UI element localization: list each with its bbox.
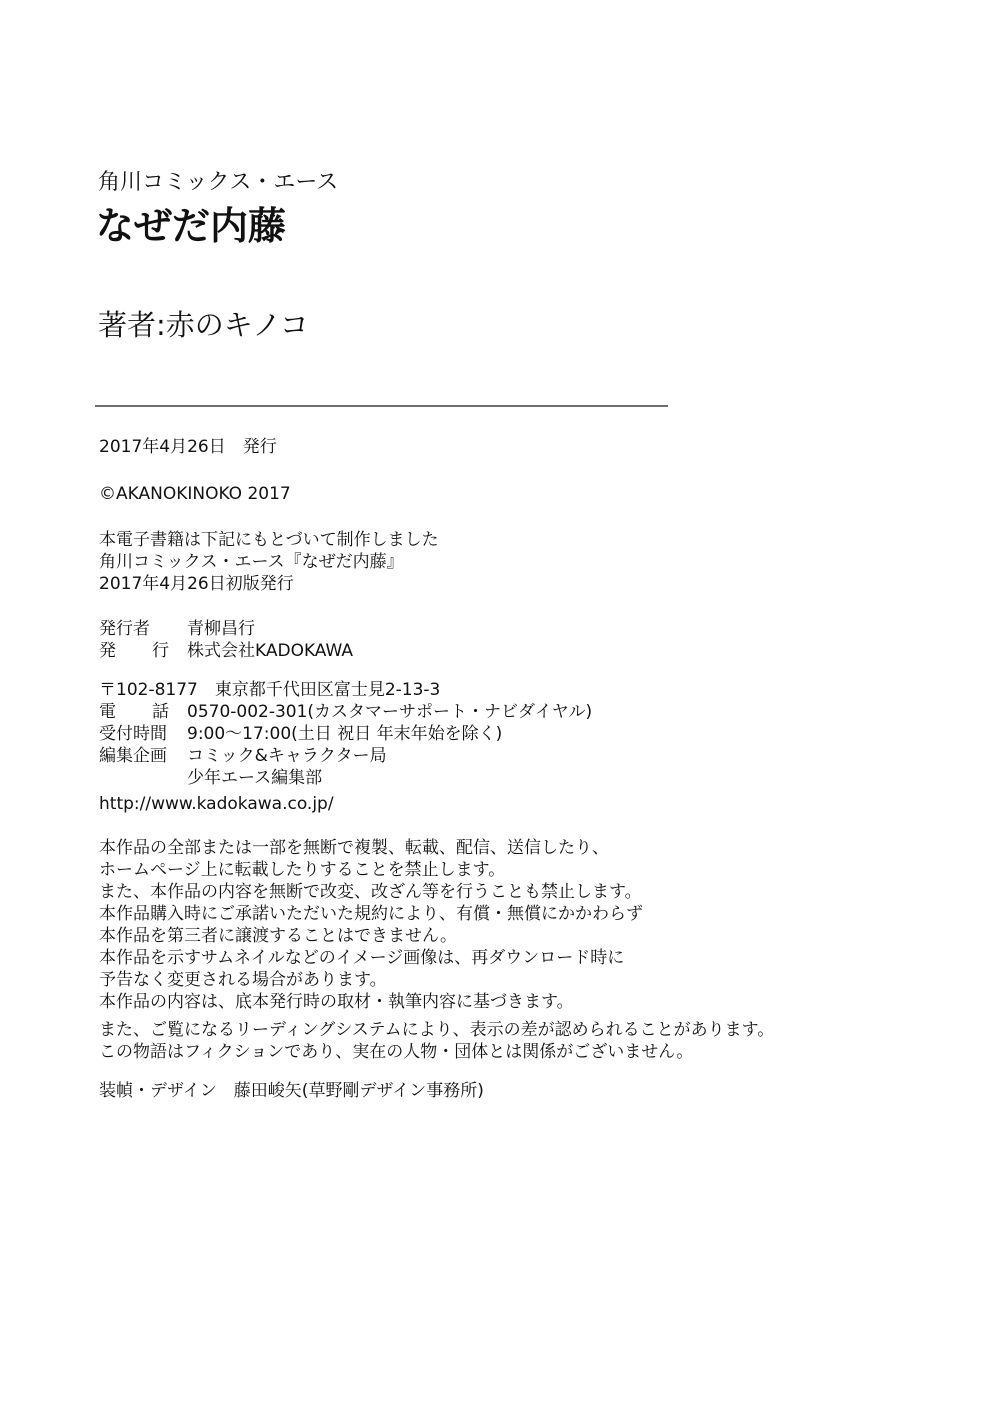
website-link[interactable]: http://www.kadokawa.co.jp/ xyxy=(99,794,334,814)
publisher-value: 株式会社KADOKAWA xyxy=(187,641,354,661)
source-note-line: 本電子書籍は下記にもとづいて制作しました xyxy=(99,530,439,550)
editorial-dept: 少年エース編集部 xyxy=(187,768,323,788)
notice-line: また、本作品の内容を無断で改変、改ざん等を行うことも禁止します。 xyxy=(99,882,642,902)
editorial-label: 編集企画 xyxy=(99,746,167,766)
book-title: なぜだ内藤 xyxy=(96,204,287,248)
editorial-row xyxy=(99,745,592,767)
publisher-label-part: 行 xyxy=(152,641,169,661)
contact-info xyxy=(99,679,592,815)
publisher-info xyxy=(99,618,353,662)
phone-row xyxy=(99,701,592,723)
notice-line: ホームページ上に転載したりすることを禁止します。 xyxy=(99,860,506,880)
phone-label-part: 話 xyxy=(152,702,169,722)
disclaimer xyxy=(99,1019,774,1063)
publisher-label-part: 発 xyxy=(99,641,116,661)
notice-line: 本作品の内容は、底本発行時の取材・執筆内容に基づきます。 xyxy=(99,992,574,1012)
copyright-notice xyxy=(99,837,643,1013)
hours-row xyxy=(99,723,592,745)
phone-label-part: 電 xyxy=(99,702,116,722)
notice-line: 本作品を示すサムネイルなどのイメージ画像は、再ダウンロード時に xyxy=(99,948,625,968)
author-line: 著者:赤のキノコ xyxy=(98,308,309,342)
postal-address: 〒102-8177 東京都千代田区富士見2-13-3 xyxy=(99,680,441,700)
hours-label: 受付時間 xyxy=(99,724,167,744)
divider xyxy=(95,405,668,407)
hours-value: 9:00〜17:00(土日 祝日 年末年始を除く) xyxy=(187,724,503,744)
notice-line: 本作品購入時にご承諾いただいた規約により、有償・無償にかかわらず xyxy=(99,904,643,924)
source-note-line: 2017年4月26日初版発行 xyxy=(99,574,294,594)
design-credit: 装幀・デザイン 藤田峻矢(草野剛デザイン事務所) xyxy=(99,1081,484,1101)
issuer-row xyxy=(99,618,353,640)
source-note xyxy=(99,529,439,595)
disclaimer-line: また、ご覧になるリーディングシステムにより、表示の差が認められることがあります。 xyxy=(99,1020,775,1040)
phone-value: 0570-002-301(カスタマーサポート・ナビダイヤル) xyxy=(187,702,593,722)
notice-line: 本作品を第三者に譲渡することはできません。 xyxy=(99,926,458,946)
copyright: ©AKANOKINOKO 2017 xyxy=(99,484,291,504)
issuer-value: 青柳昌行 xyxy=(187,619,255,639)
series-name: 角川コミックス・エース xyxy=(98,170,339,195)
publisher-label xyxy=(99,640,187,662)
disclaimer-line: この物語はフィクションであり、実在の人物・団体とは関係がございません。 xyxy=(99,1042,694,1062)
publisher-row xyxy=(99,640,353,662)
notice-line: 予告なく変更される場合があります。 xyxy=(99,970,387,990)
phone-label xyxy=(99,701,187,723)
notice-line: 本作品の全部または一部を無断で複製、転載、配信、送信したり、 xyxy=(99,838,609,858)
editorial-value: コミック&キャラクター局 xyxy=(187,746,387,766)
publication-date: 2017年4月26日 発行 xyxy=(99,437,277,457)
issuer-label: 発行者 xyxy=(99,619,150,639)
source-note-line: 角川コミックス・エース『なぜだ内藤』 xyxy=(99,552,404,572)
